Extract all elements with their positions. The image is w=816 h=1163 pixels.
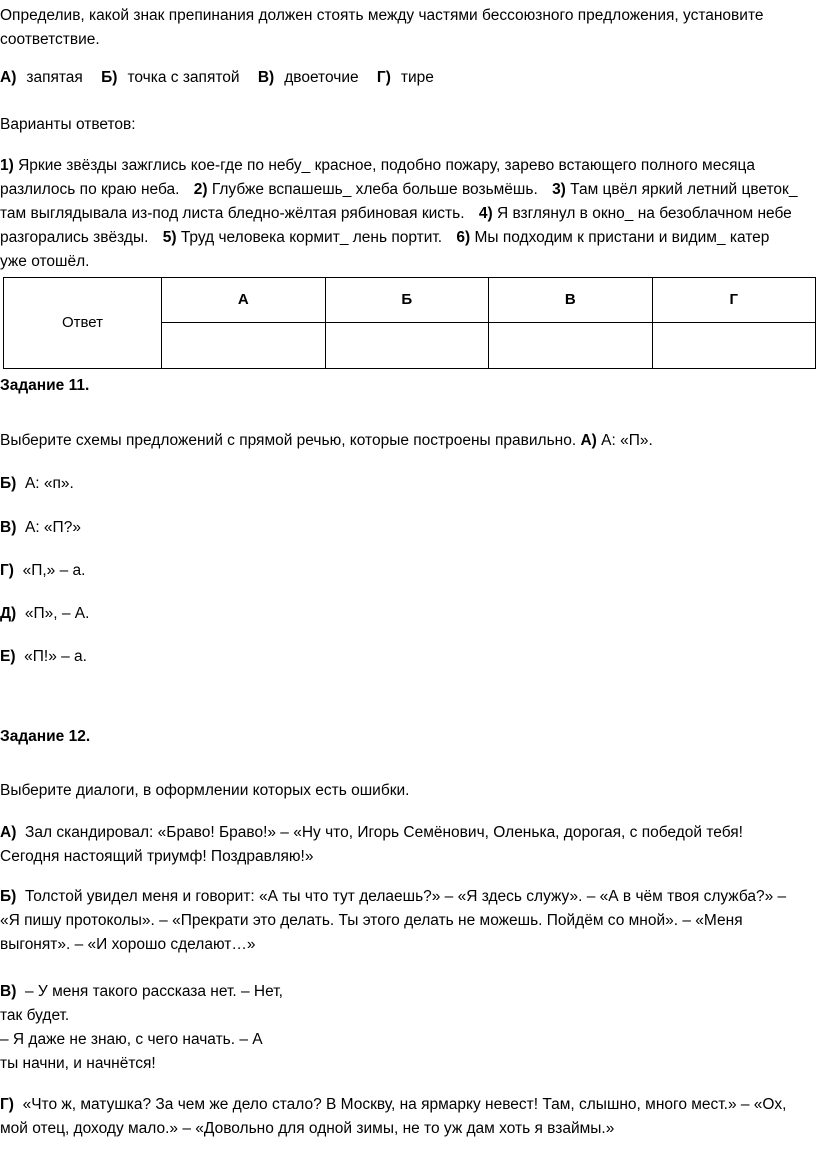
item-line: выгонят». – «И хорошо сделают…» <box>0 936 256 953</box>
answer-cell[interactable] <box>652 323 816 369</box>
task11-item <box>0 516 810 540</box>
item-letter: А) <box>0 824 17 841</box>
task11-item <box>0 472 810 496</box>
task12-item-a <box>0 821 810 869</box>
answer-column-header: Г <box>652 278 816 323</box>
item-letter: В) <box>0 983 17 1000</box>
item-line: так будет. <box>0 1007 70 1024</box>
task12-title <box>0 725 810 749</box>
task12-title-text: Задание 12. <box>0 728 91 745</box>
answer-cell[interactable] <box>162 323 326 369</box>
item-letter: Е) <box>0 648 16 665</box>
task11-item <box>0 602 810 626</box>
sentence-num: 5) <box>162 229 177 246</box>
sentence-text: Яркие звёзды зажглись кое-где по небу_ красное, подобно пожару, зарево встающего полного месяца разлилось по краю неба. <box>0 157 755 198</box>
answer-table <box>3 277 816 369</box>
sentence-text: Я взглянул в окно_ на безоблачном небе разгорались звёзды. <box>0 205 792 246</box>
sentence-num: 6) <box>456 229 471 246</box>
item-text: «П», – А. <box>24 605 90 622</box>
sentence-text: Там цвёл яркий летний цветок_ там выглядывала из-под листа бледно-жёлтая рябиновая кисть. <box>0 181 798 222</box>
task12-item-v <box>0 980 810 1076</box>
task11-title <box>0 374 810 398</box>
task10-instruction: Определив, какой знак препинания должен стоять между частями бессоюзного предложения, установите соответствие. <box>0 7 764 48</box>
item-line: – У меня такого рассказа нет. – Нет, <box>24 983 283 1000</box>
task12-instruction: Выберите диалоги, в оформлении которых есть ошибки. <box>0 782 410 799</box>
option-letter-b: Б) <box>101 69 118 86</box>
item-line: «Что ж, матушка? За чем же дело стало? В Москву, на ярмарку невест! Там, слышно, много мест.» – «Ох, <box>22 1096 787 1113</box>
item-letter: Б) <box>0 475 17 492</box>
item-line: Сегодня настоящий триумф! Поздравляю!» <box>0 848 314 865</box>
item-letter: Г) <box>0 562 14 579</box>
item-line: Зал скандировал: «Браво! Браво!» – «Ну что, Игорь Семёнович, Оленька, дорогая, с победой тебя! <box>24 824 743 841</box>
sentences-paragraph <box>0 154 800 274</box>
item-letter: А) <box>580 432 597 449</box>
item-line: «Я пишу протоколы». – «Прекрати это делать. Ты этого делать не можешь. Пойдём со мной». – «Меня <box>0 912 743 929</box>
item-line: мой отец, доходу мало.» – «Довольно для одной зимы, не то уж дам хоть я взаймы.» <box>0 1120 615 1137</box>
option-letter-g: Г) <box>376 69 391 86</box>
option-text-a: запятая <box>26 69 83 86</box>
option-text-g: тире <box>400 69 434 86</box>
sentence-num: 3) <box>552 181 566 198</box>
task11-item <box>0 559 810 583</box>
task12-item-b <box>0 885 810 957</box>
item-text: А: «П». <box>601 432 653 449</box>
sentence-text: Труд человека кормит_ лень портит. <box>180 229 443 246</box>
item-text: «П,» – а. <box>22 562 86 579</box>
task10-options <box>0 66 810 90</box>
item-text: А: «п». <box>24 475 74 492</box>
item-letter: Д) <box>0 605 17 622</box>
variants-label: Варианты ответов: <box>0 116 136 133</box>
sentence-text: Глубже вспашешь_ хлеба больше возьмёшь. <box>211 181 538 198</box>
task12-item-g <box>0 1093 810 1141</box>
task11-instruction-line <box>0 429 810 453</box>
item-letter: Г) <box>0 1096 14 1113</box>
item-letter: В) <box>0 519 17 536</box>
answer-column-header: А <box>162 278 326 323</box>
sentence-num: 4) <box>478 205 493 222</box>
option-letter-a: А) <box>0 69 17 86</box>
item-text: А: «П?» <box>24 519 81 536</box>
item-line: – Я даже не знаю, с чего начать. – А <box>0 1031 263 1048</box>
sentence-num: 1) <box>0 157 14 174</box>
option-letter-v: В) <box>257 69 275 86</box>
item-line: Толстой увидел меня и говорит: «А ты что тут делаешь?» – «Я здесь служу». – «А в чём твоя служба?» – <box>24 888 787 905</box>
option-text-v: двоеточие <box>284 69 359 86</box>
answer-cell[interactable] <box>489 323 653 369</box>
item-text: «П!» – а. <box>24 648 87 665</box>
answer-column-header: В <box>489 278 653 323</box>
answer-row-label: Ответ <box>4 278 162 369</box>
task11-title-text: Задание 11. <box>0 377 90 394</box>
item-line: ты начни, и начнётся! <box>0 1055 156 1072</box>
task11-item <box>0 645 810 669</box>
answer-cell[interactable] <box>325 323 489 369</box>
item-letter: Б) <box>0 888 17 905</box>
task11-instruction: Выберите схемы предложений с прямой речью, которые построены правильно. <box>0 432 577 449</box>
sentence-text: Мы подходим к пристани и видим_ катер уже отошёл. <box>0 229 770 270</box>
option-text-b: точка с запятой <box>127 69 240 86</box>
answer-column-header: Б <box>325 278 489 323</box>
sentence-num: 2) <box>193 181 208 198</box>
